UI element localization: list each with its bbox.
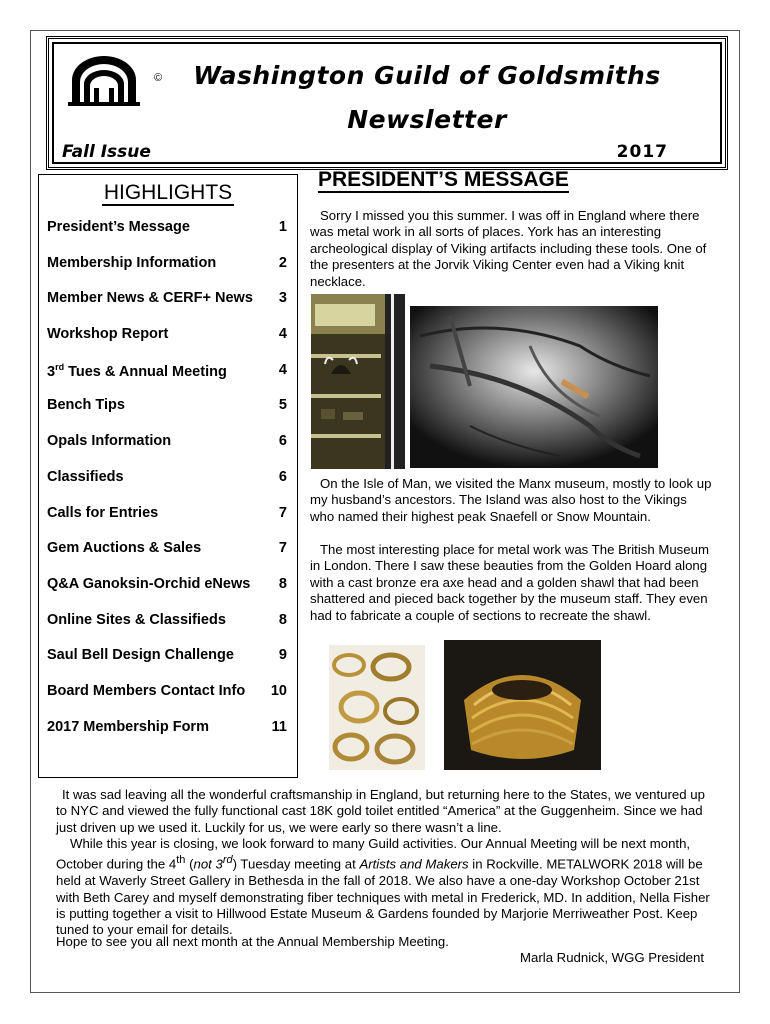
highlight-label: Gem Auctions & Sales: [47, 540, 202, 557]
highlight-item[interactable]: [47, 576, 287, 612]
highlight-label: 3rd Tues & Annual Meeting: [47, 361, 227, 380]
header-inner-border: [52, 42, 722, 164]
president-paragraph-2: On the Isle of Man, we visited the Manx museum, mostly to look up my husband’s ancestors. The Island was also host to the Vikings who named their highest peak Snaefell or Snow Mountain.: [310, 476, 712, 524]
issue-year: 2017: [616, 142, 668, 162]
highlight-item[interactable]: [47, 683, 287, 719]
highlight-item[interactable]: [47, 397, 287, 433]
copyright-symbol: ©: [154, 72, 163, 84]
viking-tools-photo: [410, 306, 658, 468]
highlight-item[interactable]: [47, 469, 287, 505]
newsletter-title: [174, 54, 680, 142]
president-message-title: PRESIDENT’S MESSAGE: [318, 168, 569, 191]
gold-bracelets-photo: [329, 645, 425, 770]
highlight-label: Classifieds: [47, 468, 124, 485]
highlight-item[interactable]: [47, 433, 287, 469]
highlight-item[interactable]: [47, 255, 287, 291]
highlight-item[interactable]: [47, 719, 287, 755]
highlight-label: 2017 Membership Form: [47, 718, 209, 735]
highlight-label: Board Members Contact Info: [47, 682, 246, 699]
guild-arch-logo-icon: [66, 52, 142, 108]
highlight-page: 11: [271, 718, 287, 735]
highlight-label: Calls for Entries: [47, 504, 159, 521]
newsletter-header: [46, 36, 728, 170]
highlight-label: Q&A Ganoksin-Orchid eNews: [47, 575, 251, 592]
highlight-item[interactable]: [47, 647, 287, 683]
highlight-page: 3: [278, 290, 287, 307]
viking-display-photo: [311, 294, 405, 469]
president-paragraph-3: The most interesting place for metal work was The British Museum in London. There I saw these beauties from the Golden Hoard along with a cast bronze era axe head and a golden shawl that had been shattered and pieced back together by the museum staff. They even had to fabricate a couple of sections to recreate the shawl.: [310, 542, 709, 623]
highlight-label: Member News & CERF+ News: [47, 290, 253, 307]
highlights-list: [47, 219, 287, 754]
golden-shawl-photo: [444, 640, 601, 770]
highlight-page: 10: [270, 682, 287, 699]
president-signature: Marla Rudnick, WGG President: [520, 950, 704, 965]
title-line-2: Newsletter: [347, 105, 507, 134]
highlight-item[interactable]: [47, 362, 287, 398]
highlight-label: President’s Message: [47, 219, 190, 235]
highlight-page: 7: [278, 540, 287, 557]
highlight-item[interactable]: [47, 326, 287, 362]
highlight-item[interactable]: [47, 505, 287, 541]
issue-label: Fall Issue: [62, 142, 151, 162]
president-paragraph-4: It was sad leaving all the wonderful craftsmanship in England, but returning here to the States, we ventured up to NYC and viewed the fully functional cast 18K gold toilet entitled “America” at the Guggenheim. Since we had just driven up we used it. Luckily for us, we were early so there wasn’t a line.: [56, 787, 705, 835]
highlight-item[interactable]: [47, 290, 287, 326]
highlight-label: Opals Information: [47, 433, 172, 450]
highlight-label: Workshop Report: [47, 326, 169, 343]
highlight-label: Membership Information: [47, 254, 217, 271]
president-paragraph-5: While this year is closing, we look forward to many Guild activities. Our Annual Meeting will be next month, October during the 4th (not 3rd) Tuesday meeting at Artists and Makers in Rockville. METALWORK 2018 will be held at Waverly Street Gallery in Bethesda in the fall of 2018. We also have a one-day Workshop October 21st with Beth Carey and myself demonstrating fiber techniques with metal in Frederick, MD. In addition, Nella Fisher is putting together a visit to Hillwood Estate Museum & Gardens founded by Marjorie Merriweather Post. Keep tuned to your email for details.: [56, 836, 710, 938]
highlight-item[interactable]: [47, 612, 287, 648]
highlight-page: 4: [278, 361, 287, 378]
highlight-page: 2: [278, 254, 287, 271]
highlight-label: Bench Tips: [47, 397, 125, 414]
highlight-page: 5: [278, 397, 287, 414]
highlight-label: Saul Bell Design Challenge: [47, 647, 234, 664]
highlight-page: 4: [278, 326, 287, 343]
highlight-page: 1: [278, 219, 287, 235]
highlight-page: 9: [278, 647, 287, 664]
title-line-1: Washington Guild of Goldsmiths: [193, 61, 661, 90]
highlight-label: Online Sites & Classifieds: [47, 611, 226, 628]
president-paragraph-1: Sorry I missed you this summer. I was off in England where there was metal work in all sorts of places. York has an interesting archeological display of Viking artifacts including these tools. One of the presenters at the Jorvik Viking Center even had a Viking knit necklace.: [310, 208, 707, 289]
highlight-page: 8: [278, 575, 287, 592]
highlights-title: HIGHLIGHTS: [103, 181, 233, 204]
highlight-page: 6: [278, 433, 287, 450]
highlight-page: 7: [278, 504, 287, 521]
president-paragraph-6: Hope to see you all next month at the Annual Membership Meeting.: [56, 934, 449, 949]
highlights-box: [38, 174, 298, 778]
highlight-page: 6: [278, 468, 287, 485]
highlight-page: 8: [278, 611, 287, 628]
highlight-item[interactable]: [47, 540, 287, 576]
highlight-item[interactable]: [47, 219, 287, 255]
